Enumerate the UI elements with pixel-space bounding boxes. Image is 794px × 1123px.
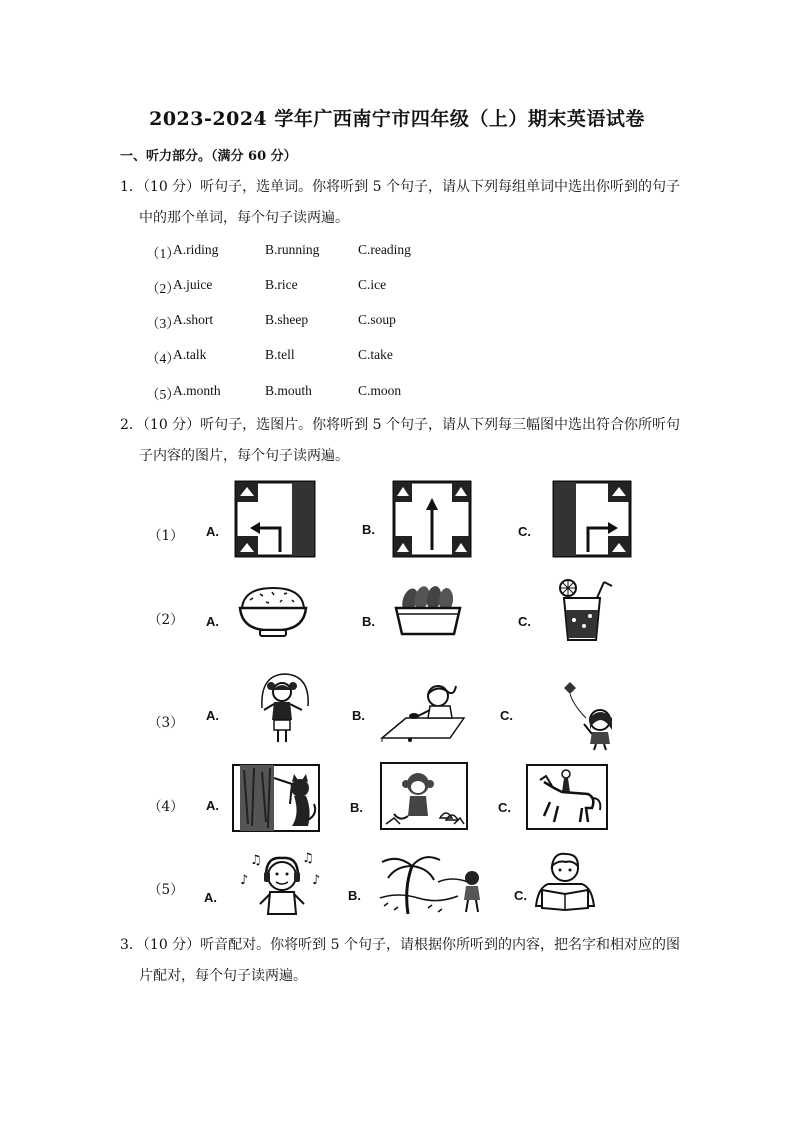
option-a-label[interactable]: A.: [206, 798, 219, 813]
option-b-label[interactable]: B.: [350, 800, 363, 815]
fish-basket-picture[interactable]: [392, 584, 464, 636]
row-number: （4）: [148, 799, 184, 815]
option-b[interactable]: B.sheep: [265, 312, 309, 327]
svg-text:♫: ♫: [250, 853, 262, 868]
row-number: （3）: [148, 715, 184, 731]
horse-rider-picture[interactable]: [526, 764, 608, 830]
option-c[interactable]: C.soup: [358, 312, 396, 327]
section-heading: 一、听力部分。（满分 60 分）: [120, 149, 297, 164]
q2-row-2: [0, 578, 794, 658]
q2-row-4: [0, 762, 794, 842]
option-c-label[interactable]: C.: [518, 614, 531, 629]
beach-boy-picture[interactable]: [378, 852, 486, 916]
item-number: （3）: [146, 316, 180, 331]
item-number: （4）: [146, 351, 180, 366]
svg-text:♪: ♪: [312, 873, 321, 888]
option-c-label[interactable]: C.: [514, 888, 527, 903]
listening-music-girl-picture[interactable]: [238, 850, 326, 916]
q3-instruction-line1: 3．（10 分）听音配对。你将听到 5 个句子，请根据你所听到的内容，把名字和相对应的图: [120, 937, 680, 953]
option-a-label[interactable]: A.: [204, 890, 217, 905]
option-a[interactable]: A.riding: [173, 242, 219, 257]
row-number: （5）: [148, 882, 184, 898]
option-c[interactable]: C.take: [358, 347, 393, 362]
go-straight-sign-picture[interactable]: [392, 480, 472, 558]
q2-row-5: [0, 846, 794, 926]
ping-pong-girl-picture[interactable]: [380, 682, 470, 744]
q1-instruction-line2: 中的那个单词，每个句子读两遍。: [139, 210, 349, 226]
option-b-label[interactable]: B.: [348, 888, 361, 903]
option-b-label[interactable]: B.: [352, 708, 365, 723]
option-a-label[interactable]: A.: [206, 614, 219, 629]
juice-glass-picture[interactable]: [552, 578, 616, 642]
option-c-label[interactable]: C.: [518, 524, 531, 539]
q1-instruction-line1: 1．（10 分）听句子，选单词。你将听到 5 个句子，请从下列每组单词中选出你听到的句子: [120, 179, 680, 195]
option-c[interactable]: C.reading: [358, 242, 411, 257]
reading-boy-picture[interactable]: [532, 852, 598, 912]
option-a-label[interactable]: A.: [206, 524, 219, 539]
cat-tree-picture[interactable]: [232, 764, 320, 832]
option-b[interactable]: B.mouth: [265, 383, 312, 398]
item-number: （1）: [146, 246, 180, 261]
option-b[interactable]: B.tell: [265, 347, 295, 362]
option-b[interactable]: B.running: [265, 242, 320, 257]
option-c[interactable]: C.moon: [358, 383, 402, 398]
option-a[interactable]: A.month: [173, 383, 221, 398]
q3-instruction-line2: 片配对，每个句子读两遍。: [139, 968, 307, 984]
option-b[interactable]: B.rice: [265, 277, 298, 292]
option-c[interactable]: C.ice: [358, 277, 387, 292]
option-c-label[interactable]: C.: [498, 800, 511, 815]
option-a[interactable]: A.juice: [173, 277, 213, 292]
svg-text:♫: ♫: [302, 851, 314, 866]
q2-instruction-line2: 子内容的图片，每个句子读两遍。: [139, 448, 349, 464]
q2-instruction-line1: 2．（10 分）听句子，选图片。你将听到 5 个句子，请从下列每三幅图中选出符合你所听句: [120, 417, 680, 433]
q2-row-3: [0, 672, 794, 752]
turn-right-sign-picture[interactable]: [552, 480, 632, 558]
exam-title: 2023-2024 学年广西南宁市四年级（上）期末英语试卷: [149, 108, 645, 130]
option-a[interactable]: A.talk: [173, 347, 207, 362]
option-a[interactable]: A.short: [173, 312, 214, 327]
row-number: （2）: [148, 612, 184, 628]
option-a-label[interactable]: A.: [206, 708, 219, 723]
turn-left-sign-picture[interactable]: [234, 480, 316, 558]
jump-rope-girl-picture[interactable]: [256, 672, 312, 746]
item-number: （2）: [146, 281, 180, 296]
kite-girl-picture[interactable]: [556, 678, 622, 752]
svg-text:♪: ♪: [240, 873, 249, 888]
option-b-label[interactable]: B.: [362, 614, 375, 629]
row-number: （1）: [148, 528, 184, 544]
rice-bowl-picture[interactable]: [236, 582, 310, 640]
option-b-label[interactable]: B.: [362, 522, 375, 537]
item-number: （5）: [146, 387, 180, 402]
option-c-label[interactable]: C.: [500, 708, 513, 723]
q2-row-1: [0, 480, 794, 560]
monkey-bananas-picture[interactable]: [380, 762, 468, 830]
